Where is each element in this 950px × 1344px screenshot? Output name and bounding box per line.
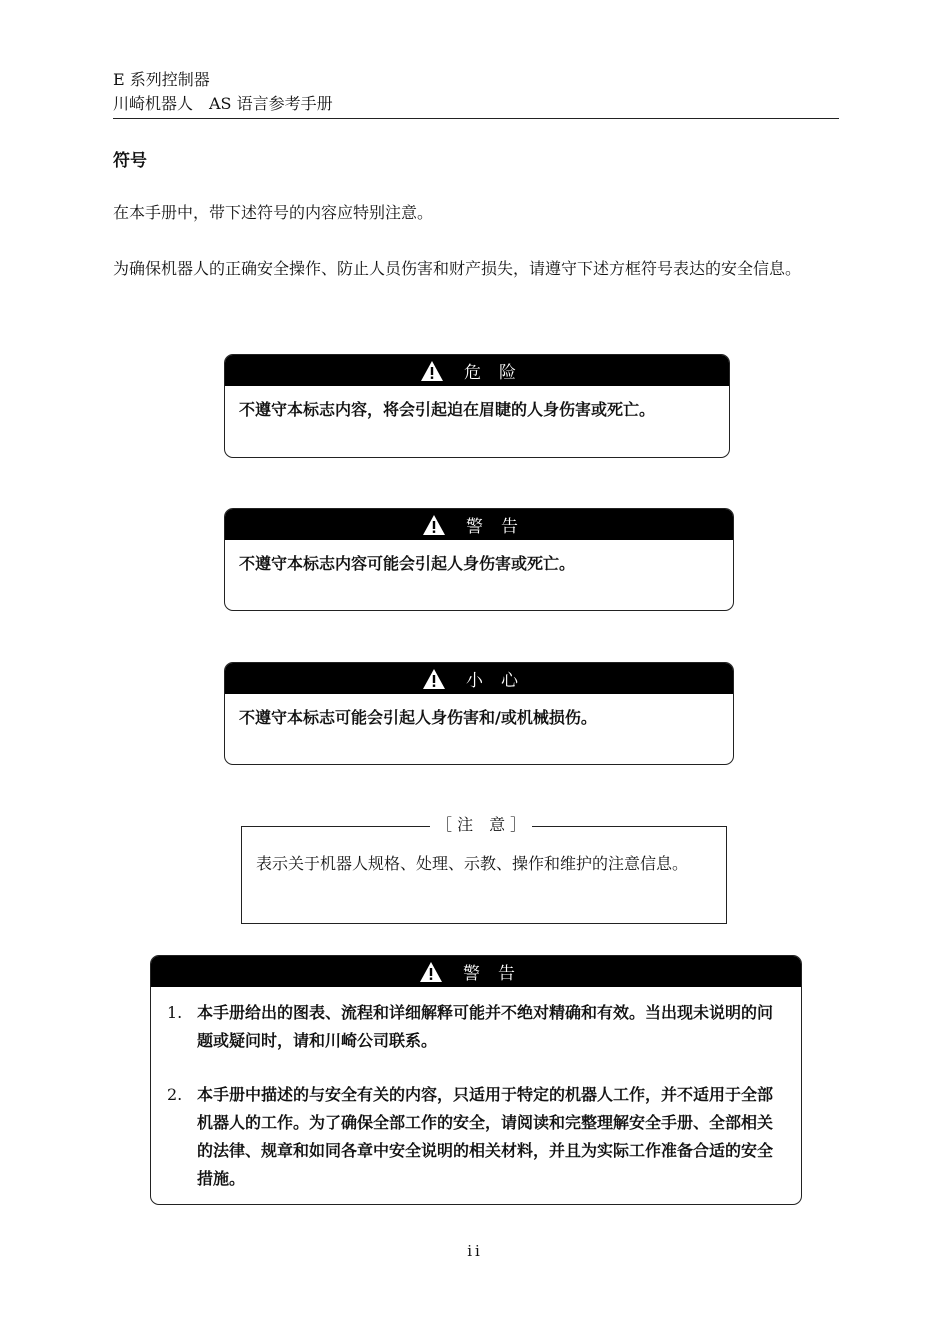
danger-box-title: 危险: [464, 363, 534, 383]
warning-triangle-icon: [419, 961, 443, 983]
caution-box-header: [225, 663, 733, 694]
warning-triangle-icon: [422, 514, 446, 536]
warning-box-text: 不遵守本标志内容可能会引起人身伤害或死亡。: [239, 554, 576, 573]
header-product: E 系列控制器: [113, 70, 210, 89]
caution-box-title: 小心: [466, 671, 536, 691]
list-item: [167, 999, 787, 1055]
page-number: ii: [467, 1242, 483, 1260]
danger-box-text: 不遵守本标志内容，将会引起迫在眉睫的人身伤害或死亡。: [239, 400, 656, 419]
danger-box: [224, 354, 730, 458]
list-item-number: 2.: [167, 1085, 183, 1104]
caution-box: [224, 662, 734, 765]
list-item-number: 1.: [167, 1003, 183, 1022]
caution-box-text: 不遵守本标志可能会引起人身伤害和/或机械损伤。: [239, 708, 597, 727]
warning-box: [224, 508, 734, 611]
warning-box-title: 警告: [466, 517, 536, 537]
safety-paragraph: 为确保机器人的正确安全操作、防止人员伤害和财产损失，请遵守下述方框符号表达的安全信息。: [113, 259, 802, 278]
list-item-text: 本手册给出的图表、流程和详细解释可能并不绝对精确和有效。当出现未说明的问题或疑问时，请和川崎公司联系。: [197, 1003, 774, 1050]
warning-list-box: [150, 955, 802, 1205]
header-divider: [113, 118, 839, 119]
warning-triangle-icon: [420, 360, 444, 382]
note-label: ［ 注 意 ］: [430, 813, 532, 837]
danger-box-header: [225, 355, 729, 386]
warning-list-body: [151, 987, 801, 1203]
warning-triangle-icon: [422, 668, 446, 690]
document-header: [113, 68, 839, 116]
list-item-text: 本手册中描述的与安全有关的内容，只适用于特定的机器人工作，并不适用于全部机器人的工作。为了确保全部工作的安全，请阅读和完整理解安全手册、全部相关的法律、规章和如同各章中安全说明的相关材料，并且为实际工作准备合适的安全措施。: [197, 1085, 774, 1188]
warning-list: [167, 999, 787, 1193]
header-manual-title: 川崎机器人 AS 语言参考手册: [113, 94, 333, 113]
warning-box-header: [225, 509, 733, 540]
list-item: [167, 1081, 787, 1193]
warning-list-title: 警告: [463, 964, 533, 984]
note-text: 表示关于机器人规格、处理、示教、操作和维护的注意信息。: [256, 854, 689, 873]
warning-list-header: [151, 956, 801, 987]
section-title: 符号: [113, 151, 147, 171]
intro-paragraph: 在本手册中，带下述符号的内容应特别注意。: [113, 203, 434, 222]
